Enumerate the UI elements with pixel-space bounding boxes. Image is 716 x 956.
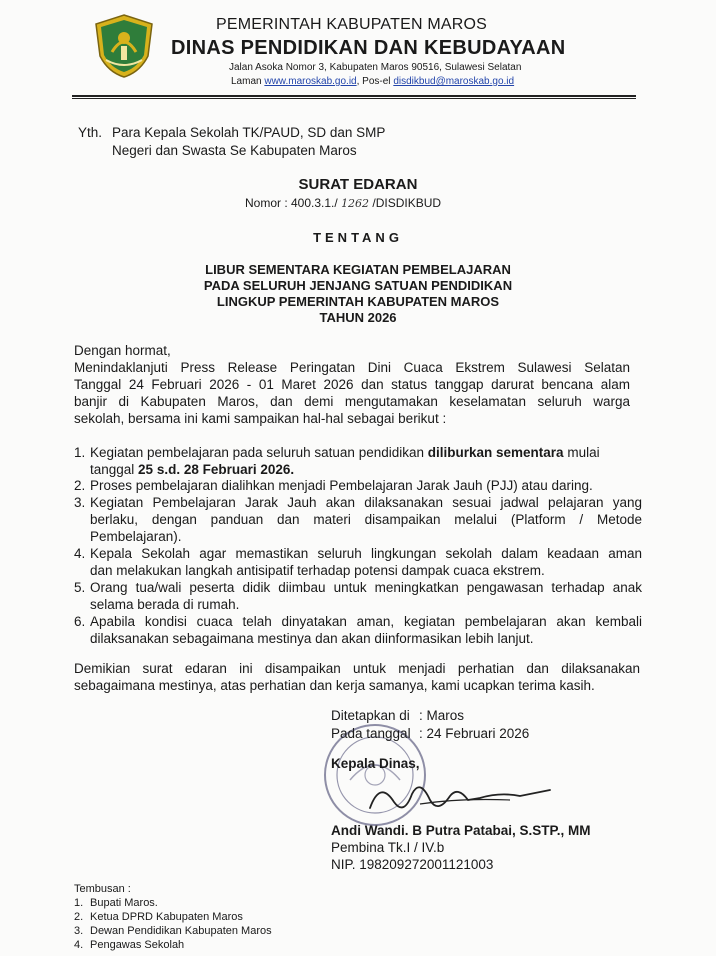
letter-number [245, 196, 441, 210]
header-rule-thick [72, 95, 636, 97]
sig-place: Ditetapkan di : Maros [331, 708, 465, 723]
header-address: Jalan Asoka Nomor 3, Kabupaten Maros 90516, Sulawesi Selatan [229, 62, 522, 73]
closing-line-2: sebagaimana mestinya, atas perhatian dan kerja samanya, kami ucapkan terima kasih. [74, 678, 595, 693]
subject-line-1: LIBUR SEMENTARA KEGIATAN PEMBELAJARAN [205, 262, 511, 277]
nomor-suffix: /DISDIKBUD [372, 196, 442, 210]
emphasis-libur: diliburkan sementara [427, 445, 564, 460]
list-item: 3. Dewan Pendidikan Kabupaten Maros [74, 925, 272, 937]
list-item: 4. Pengawas Sekolah [74, 939, 185, 951]
closing-line-1: Demikian surat edaran ini disampaikan untuk menjadi perhatian dan dilaksanakan [74, 661, 640, 676]
intro-line-3: banjir di Kabupaten Maros, dan demi mengutamakan keselamatan seluruh warga [74, 394, 630, 409]
posel-label: , Pos-el [356, 76, 391, 87]
emphasis-dates: 25 s.d. 28 Februari 2026. [138, 462, 295, 477]
list-item: 2. Ketua DPRD Kabupaten Maros [74, 911, 243, 923]
recipient-yth: Yth. [78, 125, 103, 140]
sig-name: Andi Wandi. B Putra Patabai, S.STP., MM [331, 823, 591, 838]
header-rule-thin [72, 98, 636, 99]
intro-line-2: Tanggal 24 Februari 2026 - 01 Maret 2026 dan status tanggap darurat bencana alam [74, 377, 630, 392]
sig-date: Pada tanggal : 24 Februari 2026 [331, 726, 530, 741]
tentang-heading: TENTANG [313, 230, 403, 245]
nomor-handwritten: 1262 [341, 197, 370, 210]
laman-label: Laman [231, 76, 262, 87]
header-contacts [231, 76, 514, 87]
maros-regency-logo [90, 12, 158, 80]
nomor-prefix: Nomor : 400.3.1./ [245, 196, 338, 210]
header-government: PEMERINTAH KABUPATEN MAROS [216, 16, 488, 33]
sig-rank: Pembina Tk.I / IV.b [331, 840, 445, 855]
letter-title: SURAT EDARAN [298, 176, 418, 193]
sig-position: Kepala Dinas, [331, 756, 420, 771]
greeting: Dengan hormat, [74, 343, 171, 358]
recipient-line-2: Negeri dan Swasta Se Kabupaten Maros [112, 143, 357, 158]
sig-nip: NIP. 198209272001121003 [331, 857, 494, 872]
handwritten-signature [360, 770, 560, 820]
tembusan-label: Tembusan : [74, 883, 131, 895]
list-item: 1. Bupati Maros. [74, 897, 158, 909]
list-item: 1. Kegiatan pembelajaran pada seluruh satuan pendidikan diliburkan sementara mulai tanggal 25 s.d. 28 Februari 2026. [74, 445, 600, 477]
subject-line-4: TAHUN 2026 [319, 310, 397, 325]
website-link[interactable]: www.maroskab.go.id [264, 76, 357, 87]
email-link[interactable]: disdikbud@maroskab.go.id [393, 76, 515, 87]
intro-line-4: sekolah, bersama ini kami sampaikan hal-hal sebagai berikut : [74, 411, 447, 426]
intro-line-1: Menindaklanjuti Press Release Peringatan Dini Cuaca Ekstrem Sulawesi Selatan [74, 360, 630, 375]
subject-line-3: LINGKUP PEMERINTAH KABUPATEN MAROS [216, 294, 500, 309]
subject-line-2: PADA SELURUH JENJANG SATUAN PENDIDIKAN [203, 278, 513, 293]
header-agency: DINAS PENDIDIKAN DAN KEBUDAYAAN [171, 37, 566, 59]
recipient-line-1: Para Kepala Sekolah TK/PAUD, SD dan SMP [112, 125, 386, 140]
